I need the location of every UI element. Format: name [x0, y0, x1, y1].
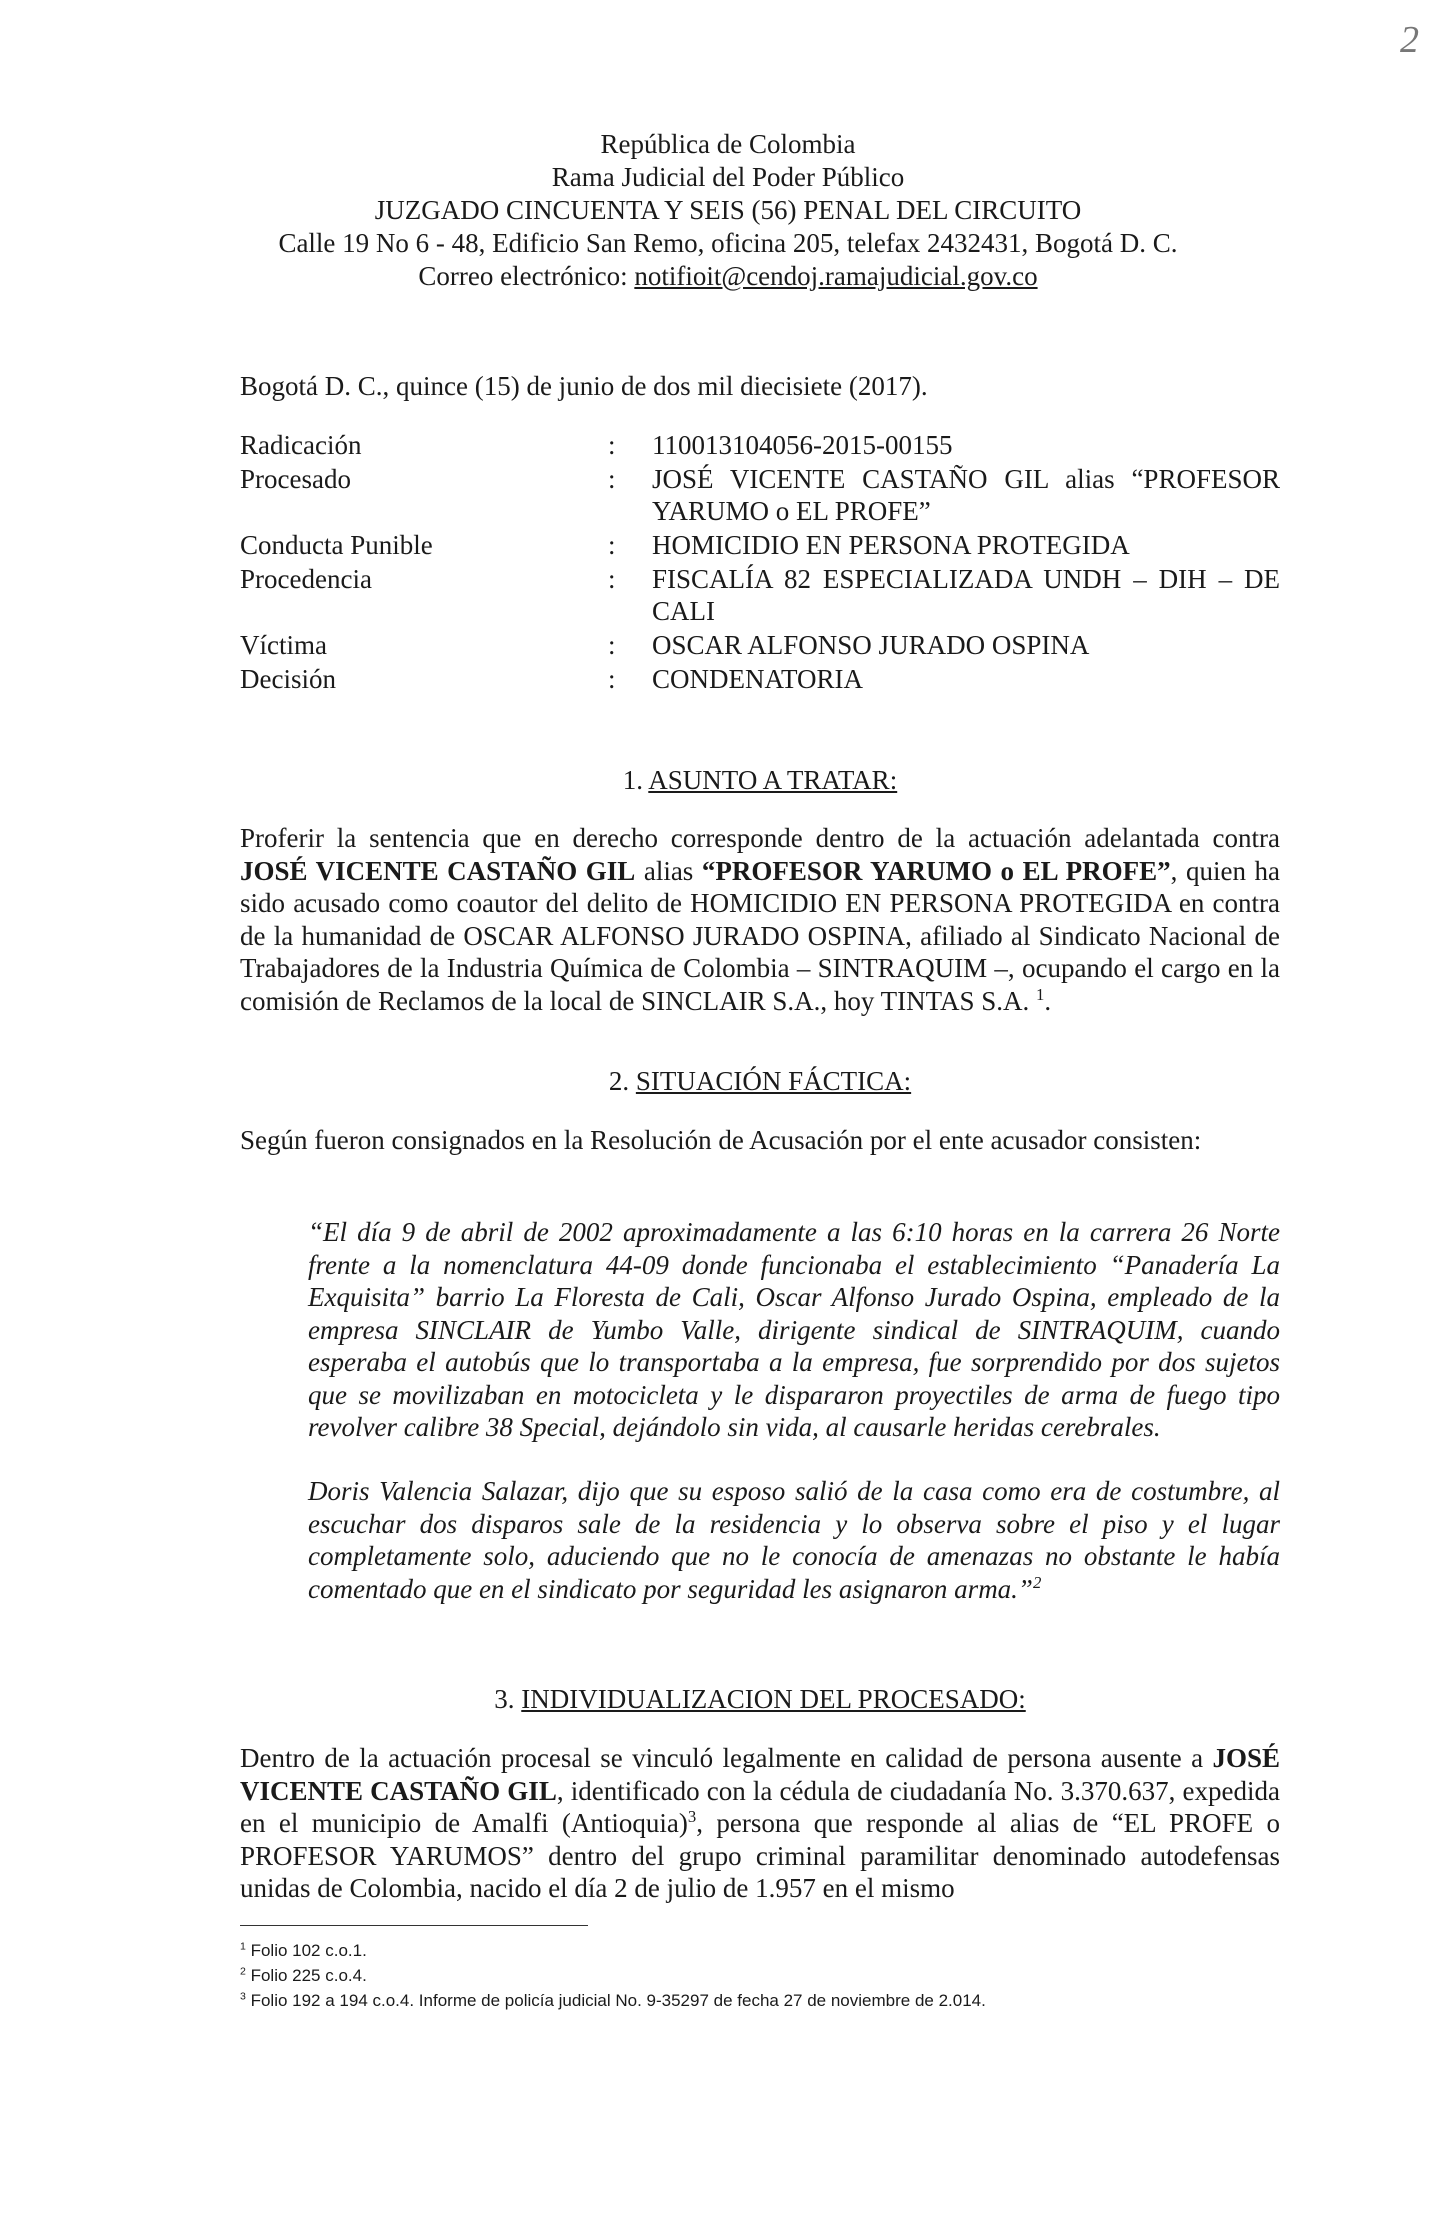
- case-detail-value: OSCAR ALFONSO JURADO OSPINA: [652, 630, 1090, 660]
- paragraph-text: alias: [635, 855, 702, 886]
- footnote-ref: 3: [687, 1807, 697, 1826]
- case-detail-label: Decisión: [240, 664, 336, 694]
- case-detail-colon: :: [608, 530, 616, 560]
- footnote-text: Folio 225 c.o.4.: [245, 1966, 367, 1985]
- header-branch: Rama Judicial del Poder Público: [551, 162, 905, 192]
- section-1-heading: [240, 765, 1280, 796]
- header-court-name: JUZGADO CINCUENTA Y SEIS (56) PENAL DEL CIRCUITO: [374, 195, 1082, 225]
- case-detail-row: [240, 429, 1280, 461]
- case-detail-value: FISCALÍA 82 ESPECIALIZADA UNDH – DIH – DE CALI: [652, 564, 1280, 626]
- case-details: [240, 429, 1280, 697]
- case-detail-value: CONDENATORIA: [652, 664, 864, 694]
- paragraph-text: Proferir la sentencia que en derecho corresponde dentro de la actuación adelantada contra: [240, 823, 1280, 853]
- document-date: Bogotá D. C., quince (15) de junio de dos mil diecisiete (2017).: [240, 371, 928, 401]
- case-detail-label: Procedencia: [240, 564, 372, 594]
- case-detail-label: Procesado: [240, 464, 351, 494]
- section-3-title: INDIVIDUALIZACION DEL PROCESADO:: [521, 1684, 1026, 1714]
- section-2-intro: Según fueron consignados en la Resolución de Acusación por el ente acusador consisten:: [240, 1125, 1202, 1155]
- section-2-title: SITUACIÓN FÁCTICA:: [635, 1066, 912, 1096]
- footnote-separator: [240, 1925, 588, 1926]
- case-detail-row: [240, 629, 1280, 661]
- section-1-number: 1.: [622, 765, 649, 795]
- header-email-label: Correo electrónico:: [418, 261, 635, 291]
- footnote-number: 1: [240, 1940, 246, 1953]
- header-country: República de Colombia: [600, 129, 856, 159]
- footnote: [240, 1938, 986, 1963]
- case-detail-label: Conducta Punible: [240, 530, 433, 560]
- footnote-text: Folio 192 a 194 c.o.4. Informe de policía judicial No. 9-35297 de fecha 27 de noviembre de 2.014.: [245, 1991, 986, 2010]
- quote-paragraph: “El día 9 de abril de 2002 aproximadamente a las 6:10 horas en la carrera 26 Norte frente a la nomenclatura 44-09 donde funcionaba el establecimiento “Panadería La Exquisita” barrio La Floresta de Cali, Oscar Alfonso Jurado Ospina, empleado de la empresa SINCLAIR de Yumbo Valle, dirigente sindical de SINTRAQUIM, cuando esperaba el autobús que lo transportaba a la empresa, fue sorprendido por dos sujetos que se movilizaban en motocicleta y le dispararon proyectiles de arma de fuego tipo revolver calibre 38 Special, dejándolo sin vida, al causarle heridas cerebrales.: [308, 1217, 1280, 1442]
- defendant-alias: “PROFESOR YARUMO o EL PROFE”: [701, 855, 1171, 886]
- footnote-ref: 1: [1036, 984, 1045, 1004]
- footnote-number: 3: [240, 1990, 246, 2003]
- case-detail-colon: :: [608, 564, 616, 594]
- quote-paragraph: [308, 1475, 1280, 1605]
- footnote: [240, 1988, 986, 2013]
- footnote: [240, 1963, 986, 1988]
- case-detail-colon: :: [608, 630, 616, 660]
- defendant-name: JOSÉ VICENTE CASTAÑO GIL: [240, 1743, 1280, 1806]
- case-detail-row: [240, 529, 1280, 561]
- section-1-paragraph: [240, 822, 1280, 1017]
- case-detail-row: [240, 663, 1280, 695]
- paragraph-text: , quien ha sido acusado como coautor del delito de HOMICIDIO EN PERSONA PROTEGIDA en contra de la humanidad de OSCAR ALFONSO JURADO OSPINA, afiliado al Sindicato Nacional de Trabajadores de la Industria Química de Colombia – SINTRAQUIM –, ocupando el cargo en la comisión de Reclamos de la local de SINCLAIR S.A., hoy TINTAS S.A.: [240, 855, 1280, 1016]
- case-detail-row: [240, 463, 1280, 527]
- case-detail-value: JOSÉ VICENTE CASTAÑO GIL alias “PROFESOR YARUMO o EL PROFE”: [652, 464, 1280, 526]
- page-corner-mark: 2: [1400, 19, 1419, 61]
- paragraph-text: .: [1044, 985, 1052, 1016]
- paragraph-text: Dentro de la actuación procesal se vinculó legalmente en calidad de persona ausente a: [240, 1743, 1213, 1773]
- paragraph-text: , persona que responde al alias de “EL PROFE o PROFESOR YARUMOS” dentro del grupo criminal paramilitar denominado autodefensas unidas de Colombia, nacido el día 2 de julio de 1.957 en el mismo: [240, 1808, 1280, 1903]
- case-detail-colon: :: [608, 430, 616, 460]
- case-detail-colon: :: [608, 464, 616, 494]
- paragraph-text: , identificado con la cédula de ciudadanía No. 3.370.637, expedida en el municipio de Amalfi (Antioquia): [240, 1775, 1280, 1838]
- section-3-number: 3.: [494, 1684, 522, 1714]
- footnote-ref: 2: [1032, 1572, 1042, 1592]
- section-2-number: 2.: [608, 1066, 636, 1096]
- footnote-text: Folio 102 c.o.1.: [245, 1941, 367, 1960]
- case-detail-row: [240, 563, 1280, 627]
- header-address: Calle 19 No 6 - 48, Edificio San Remo, oficina 205, telefax 2432431, Bogotá D. C.: [278, 228, 1178, 258]
- case-detail-value: HOMICIDIO EN PERSONA PROTEGIDA: [652, 530, 1130, 560]
- case-detail-label: Víctima: [240, 630, 327, 660]
- quote-text: Doris Valencia Salazar, dijo que su esposo salió de la casa como era de costumbre, al escuchar dos disparos sale de la residencia y lo observa sobre el piso y el lugar completamente solo, aduciendo que no le conocía de amenazas no obstante le había comentado que en el sindicato por seguridad les asignaron arma.”: [308, 1476, 1280, 1604]
- section-3-heading: [240, 1684, 1280, 1715]
- section-3-paragraph: [240, 1742, 1280, 1905]
- case-detail-colon: :: [608, 664, 616, 694]
- defendant-name: JOSÉ VICENTE CASTAÑO GIL: [240, 855, 636, 886]
- court-header: [200, 128, 1256, 293]
- footnotes: [240, 1938, 986, 2013]
- footnote-number: 2: [240, 1965, 246, 1978]
- section-1-title: ASUNTO A TRATAR:: [648, 765, 898, 795]
- section-2-heading: [240, 1066, 1280, 1097]
- case-detail-label: Radicación: [240, 430, 362, 460]
- case-detail-value: 110013104056-2015-00155: [652, 430, 953, 460]
- header-email-line: [200, 260, 1256, 293]
- header-email-link[interactable]: notifioit@cendoj.ramajudicial.gov.co: [634, 261, 1038, 291]
